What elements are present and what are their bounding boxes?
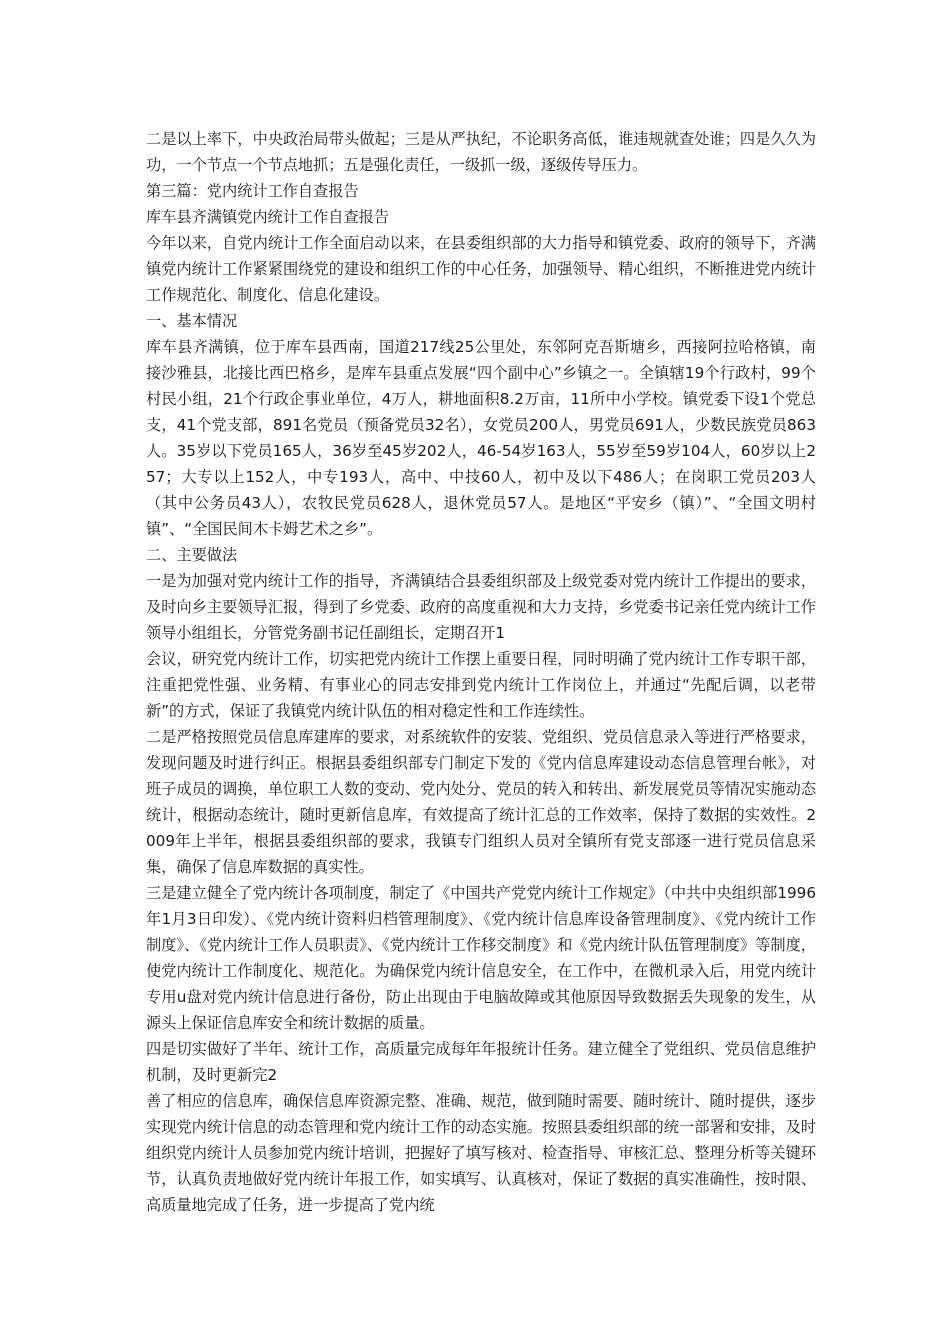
section-heading-part-three: 第三篇：党内统计工作自查报告 <box>146 182 359 200</box>
paragraph-practice-three: 三是建立健全了党内统计各项制度，制定了《中国共产党党内统计工作规定》（中共中央组织部1996年1月3日印发）、《党内统计资料归档管理制度》、《党内统计信息库设备管理制度》、《党内统计工作制度》、《党内统计工作人员职责》、《党内统计工作移交制度》和《党内统计队伍管理制度》等制度，使党内统计工作制度化、规范化。为确保党内统计信息安全，在工作中，在微机录入后，用党内统计专用u盘对党内统计信息进行备份，防止出现由于电脑故障或其他原因导致数据丢失现象的发生，从源头上保证信息库安全和统计数据的质量。 <box>146 884 816 1032</box>
paragraph-intro-continuation: 二是以上率下，中央政治局带头做起；三是从严执纪，不论职务高低，谁违规就查处谁；四是久久为功，一个节点一个节点地抓；五是强化责任，一级抓一级，逐级传导压力。 <box>146 130 816 174</box>
document-page <box>146 126 816 1218</box>
heading-basic-situation: 一、基本情况 <box>146 312 238 330</box>
paragraph-practice-two: 二是严格按照党员信息库建库的要求，对系统软件的安装、党组织、党员信息录入等进行严格要求，发现问题及时进行纠正。根据县委组织部专门制定下发的《党内信息库建设动态信息管理台帐》，对班子成员的调换，单位职工人数的变动、党内处分、党员的转入和转出、新发展党员等情况实施动态统计，根据动态统计，随时更新信息库，有效提高了统计汇总的工作效率，保持了数据的实效性。2009年上半年，根据县委组织部的要求，我镇专门组织人员对全镇所有党支部逐一进行党员信息采集，确保了信息库数据的真实性。 <box>146 728 816 876</box>
paragraph-opening: 今年以来，自党内统计工作全面启动以来，在县委组织部的大力指导和镇党委、政府的领导下，齐满镇党内统计工作紧紧围绕党的建设和组织工作的中心任务，加强领导、精心组织，不断推进党内统计工作规范化、制度化、信息化建设。 <box>146 234 816 304</box>
paragraph-practice-four: 四是切实做好了半年、统计工作，高质量完成每年年报统计任务。建立健全了党组织、党员信息维护机制，及时更新完2 <box>146 1040 816 1084</box>
paragraph-practice-four-continued: 善了相应的信息库，确保信息库资源完整、准确、规范，做到随时需要、随时统计、随时提供，逐步实现党内统计信息的动态管理和党内统计工作的动态实施。按照县委组织部的统一部署和安排，及时组织党内统计人员参加党内统计培训，把握好了填写核对、检查指导、审核汇总、整理分析等关键环节，认真负责地做好党内统计年报工作，如实填写、认真核对，保证了数据的真实准确性，按时限、高质量地完成了任务，进一步提高了党内统 <box>146 1092 816 1214</box>
paragraph-practice-one: 一是为加强对党内统计工作的指导，齐满镇结合县委组织部及上级党委对党内统计工作提出的要求，及时向乡主要领导汇报，得到了乡党委、政府的高度重视和大力支持，乡党委书记亲任党内统计工作领导小组组长，分管党务副书记任副组长，定期召开1 <box>146 572 816 642</box>
report-title: 库车县齐满镇党内统计工作自查报告 <box>146 208 389 226</box>
paragraph-basic-situation: 库车县齐满镇，位于库车县西南，国道217线25公里处，东邻阿克吾斯塘乡，西接阿拉哈格镇，南接沙雅县，北接比西巴格乡，是库车县重点发展“四个副中心”乡镇之一。全镇辖19个行政村，99个村民小组，21个行政企事业单位，4万人，耕地面积8.2万亩，11所中小学校。镇党委下设1个党总支，41个党支部，891名党员（预备党员32名），女党员200人，男党员691人，少数民族党员863人。35岁以下党员165人，36岁至45岁202人，46-54岁163人，55岁至59岁104人，60岁以上257；大专以上152人，中专193人，高中、中技60人，初中及以下486人；在岗职工党员203人（其中公务员43人），农牧民党员628人，退休党员57人。是地区“平安乡（镇）”、“全国文明村镇”、“全国民间木卡姆艺术之乡”。 <box>146 338 816 538</box>
heading-main-practices: 二、主要做法 <box>146 546 238 564</box>
paragraph-practice-one-continued: 会议，研究党内统计工作，切实把党内统计工作摆上重要日程，同时明确了党内统计工作专职干部，注重把党性强、业务精、有事业心的同志安排到党内统计工作岗位上，并通过“先配后调，以老带新”的方式，保证了我镇党内统计队伍的相对稳定性和工作连续性。 <box>146 650 816 720</box>
